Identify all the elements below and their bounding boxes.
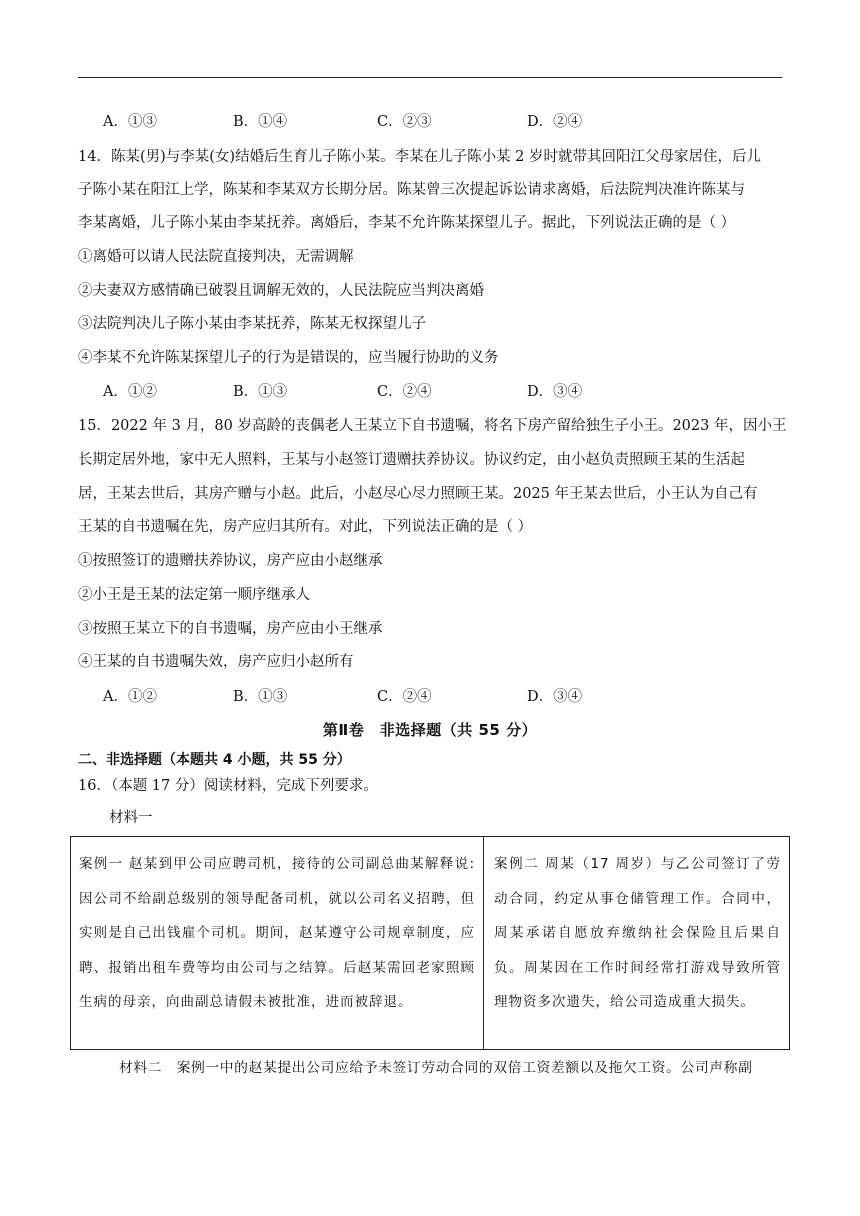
- case-table: [70, 836, 790, 1050]
- q13-option-c: C．②③: [377, 114, 432, 130]
- q13-option-d: D．②④: [527, 114, 583, 130]
- q14-statement: ①离婚可以请人民法院直接判决，无需调解: [78, 249, 354, 265]
- q14-statement: ③法院判决儿子陈小某由李某抚养，陈某无权探望儿子: [78, 316, 426, 332]
- q15-option-b: B．①③: [233, 689, 288, 705]
- q14-stem-line: 子陈小某在阳江上学，陈某和李某双方长期分居。陈某曾三次提起诉讼请求离婚，后法院判决准许陈某与: [78, 182, 745, 198]
- q14-option-a: A．①②: [103, 384, 157, 400]
- case1-text: 案例一 赵某到甲公司应聘司机，接待的公司副总曲某解释说:因公司不给副总级别的领导配备司机，就以公司名义招聘，但实则是自己出钱雇个司机。期间，赵某遵守公司规章制度，应聘、报销出租车费等均由公司与之结算。后赵某需回老家照顾生病的母亲，向曲副总请假未被批准，进而被辞退。: [79, 856, 475, 1010]
- material1-label: 材料一: [109, 810, 153, 826]
- section-title: 第Ⅱ卷 非选择题（共 55 分）: [322, 721, 538, 739]
- q14-option-d: D．③④: [527, 384, 583, 400]
- case1-cell: [71, 837, 484, 1049]
- q15-stem-line: 15．2022 年 3 月，80 岁高龄的丧偶老人王某立下自书遗嘱，将名下房产留给独生子小王。2023 年，因小王: [78, 418, 787, 434]
- case2-text: 案例二 周某（17 周岁）与乙公司签订了劳动合同，约定从事仓储管理工作。合同中，周某承诺自愿放弃缴纳社会保险且后果自负。周某因在工作时间经常打游戏导致所管理物资多次遗失，给公司造成重大损失。: [494, 856, 781, 1010]
- q15-option-c: C．②④: [377, 689, 432, 705]
- case2-cell: [484, 837, 789, 1049]
- q15-statement: ①按照签订的遗赠扶养协议，房产应由小赵继承: [78, 553, 383, 569]
- header-rule: [78, 77, 782, 78]
- q15-stem-line: 王某的自书遗嘱在先，房产应归其所有。对此，下列说法正确的是（ ）: [78, 519, 533, 535]
- q15-option-a: A．①②: [103, 689, 157, 705]
- q16-stem: 16．（本题 17 分）阅读材料，完成下列要求。: [78, 778, 378, 794]
- q14-statement: ②夫妻双方感情确已破裂且调解无效的，人民法院应当判决离婚: [78, 283, 484, 299]
- material2-text: 材料二 案例一中的赵某提出公司应给予未签订劳动合同的双倍工资差额以及拖欠工资。公司声称副: [119, 1060, 753, 1076]
- q15-stem-line: 长期定居外地，家中无人照料，王某与小赵签订遗赠扶养协议。协议约定，由小赵负责照顾王某的生活起: [78, 452, 745, 468]
- q15-stem-line: 居，王某去世后，其房产赠与小赵。此后，小赵尽心尽力照顾王某。2025 年王某去世后，小王认为自己有: [78, 486, 758, 502]
- q14-statement: ④李某不允许陈某探望儿子的行为是错误的，应当履行协助的义务: [78, 350, 499, 366]
- q15-statement: ④王某的自书遗嘱失效，房产应归小赵所有: [78, 654, 354, 670]
- q14-stem-line: 14．陈某(男)与李某(女)结婚后生育儿子陈小某。李某在儿子陈小某 2 岁时就带其回阳江父母家居住，后儿: [78, 149, 762, 165]
- section-subtitle: 二、非选择题（本题共 4 小题，共 55 分）: [78, 752, 351, 768]
- q14-option-b: B．①③: [233, 384, 288, 400]
- q14-stem-line: 李某离婚，儿子陈小某由李某抚养。离婚后，李某不允许陈某探望儿子。据此，下列说法正确的是（ ）: [78, 215, 736, 231]
- q15-statement: ③按照王某立下的自书遗嘱，房产应由小王继承: [78, 621, 383, 637]
- q15-statement: ②小王是王某的法定第一顺序继承人: [78, 587, 310, 603]
- q15-option-d: D．③④: [527, 689, 583, 705]
- q14-option-c: C．②④: [377, 384, 432, 400]
- q13-option-a: A．①③: [103, 114, 157, 130]
- q13-option-b: B．①④: [233, 114, 288, 130]
